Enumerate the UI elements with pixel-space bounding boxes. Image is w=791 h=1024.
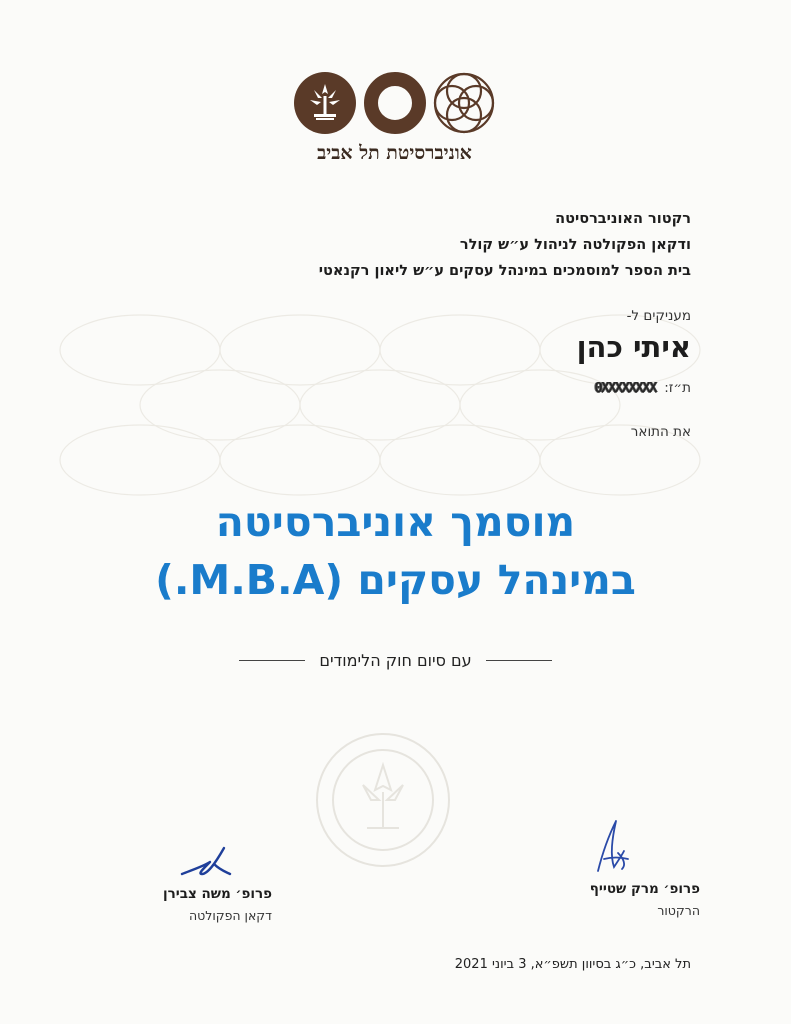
degree-line-2: במינהל עסקים (M.B.A.) [155, 556, 636, 604]
header-line-rector: רקטור האוניברסיטה [555, 211, 691, 227]
issuing-authorities [271, 206, 691, 284]
dean-name: פרופ׳ משה צבירן [163, 886, 272, 902]
right-rule [486, 660, 552, 661]
degree-line-1: מוסמך אוניברסיטה [215, 498, 576, 546]
header-line-school: בית הספר למוסמכים במינהל עסקים ע״ש ליאון רקנאטי [318, 263, 691, 279]
header-line-dean: ודקאן הפקולטה לניהול ע״ש קולר [459, 237, 691, 253]
degree-title [60, 493, 731, 609]
id-value-redacted: 0XXXXXXXX [594, 381, 656, 396]
id-row [391, 380, 691, 396]
title-intro: את התואר [630, 424, 691, 440]
university-logo [292, 70, 497, 170]
id-label: ת״ז: [664, 380, 691, 396]
dean-signature-mark [112, 840, 272, 882]
university-name: אוניברסיטת תל אביב [317, 142, 472, 164]
rector-name: פרופ׳ מרק שטייף [589, 881, 700, 897]
recipient-name: איתי כהן [576, 330, 691, 364]
signature-block-rector [520, 815, 700, 918]
dean-role: דקאן הפקולטה [188, 908, 272, 923]
completion-line [0, 650, 791, 670]
signature-block-dean [112, 840, 272, 923]
rector-role: הרקטור [657, 903, 700, 918]
place-and-date: תל אביב, כ״ג בסיוון תשפ״א, 3 ביוני 2021 [454, 957, 691, 972]
completion-text: עם סיום חוק הלימודים [319, 651, 472, 670]
logo-emblem [292, 70, 497, 140]
left-rule [239, 660, 305, 661]
embossed-seal [303, 730, 463, 870]
rector-signature-mark [520, 815, 700, 877]
awarding-text: מעניקים ל- [626, 308, 691, 324]
